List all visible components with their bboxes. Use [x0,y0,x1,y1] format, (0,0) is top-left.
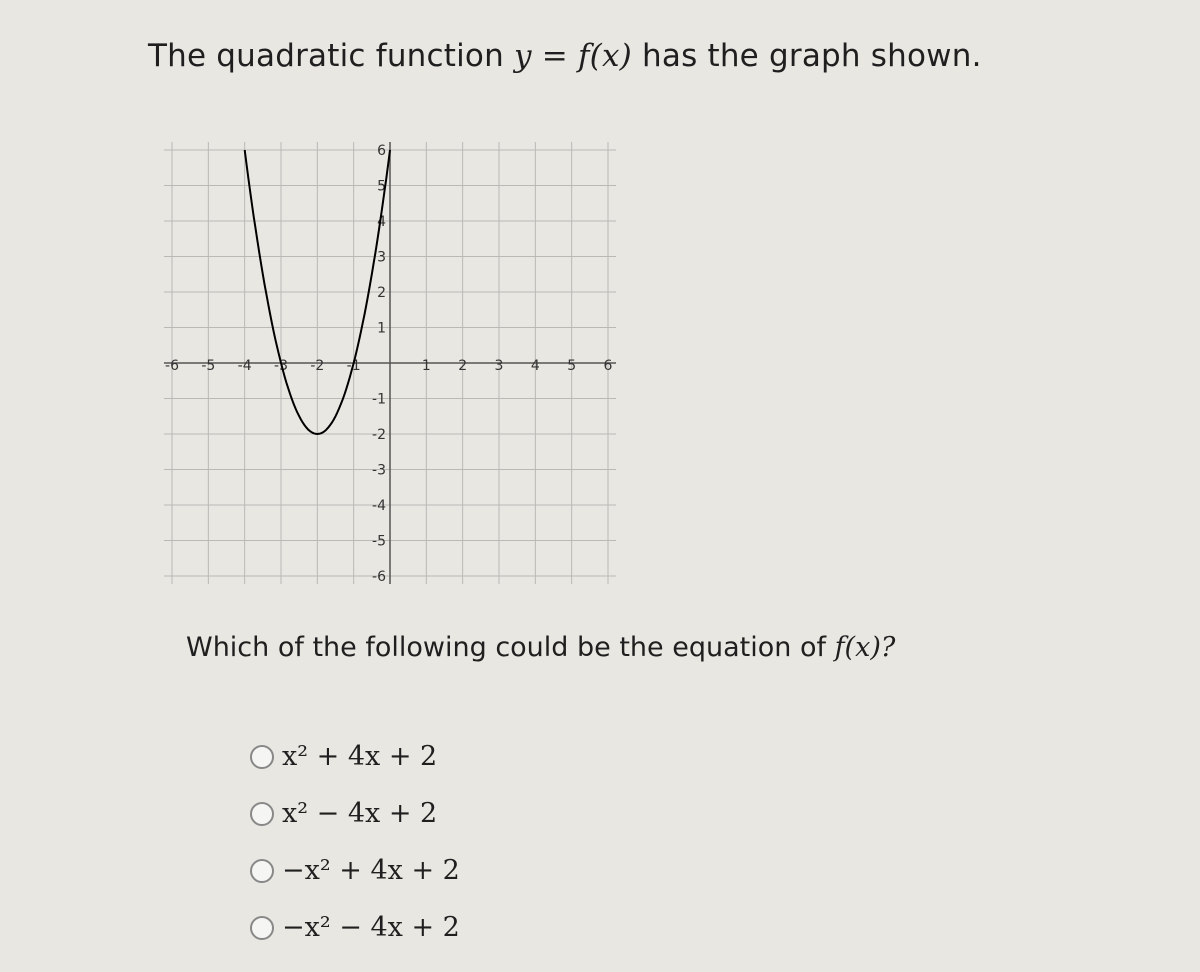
graph-axes [164,142,616,584]
x-tick-label: -2 [310,358,325,374]
y-tick-label: -3 [372,462,386,479]
parabola-graph [150,128,630,598]
y-tick-label: -1 [372,391,386,408]
choice-label: −x² − 4x + 2 [282,912,460,943]
x-tick-label: 5 [567,358,577,374]
choice-label: −x² + 4x + 2 [282,855,460,886]
radio-icon[interactable] [250,745,274,769]
question-title [148,38,982,74]
x-tick-label: 3 [494,358,504,374]
y-tick-label: 6 [377,143,386,159]
y-tick-label: 5 [377,178,386,195]
x-tick-label: -6 [165,358,179,374]
radio-icon[interactable] [250,802,274,826]
choice-2[interactable] [250,785,460,842]
y-tick-label: -4 [372,498,386,514]
question-suffix: has the graph shown. [631,38,982,74]
x-tick-label: -4 [237,358,252,374]
radio-icon[interactable] [250,916,274,940]
question-prompt [186,632,895,663]
choice-4[interactable] [250,899,460,956]
question-prefix: The quadratic function [148,38,515,74]
x-tick-label: 6 [603,358,613,374]
y-tick-label: -2 [372,427,386,443]
choice-1[interactable] [250,728,460,785]
prompt-prefix: Which of the following could be the equation of [186,632,835,663]
choice-label: x² + 4x + 2 [282,741,438,772]
x-tick-label: 2 [458,358,468,374]
radio-icon[interactable] [250,859,274,883]
x-tick-label: -5 [201,358,216,374]
y-tick-label: 1 [377,320,386,337]
y-tick-label: 2 [377,285,386,301]
x-tick-label: -3 [274,358,288,374]
y-tick-label: -5 [372,533,386,550]
x-tick-label: 1 [421,358,431,374]
question-math: y = f(x) [514,38,632,74]
prompt-math: f(x)? [834,632,896,663]
x-tick-label: 4 [530,358,540,374]
choice-label: x² − 4x + 2 [282,798,438,829]
x-tick-label: -1 [346,358,361,374]
y-tick-label: -6 [372,569,386,585]
graph-tick-labels [165,143,613,585]
answer-choices [250,728,460,956]
y-tick-label: 4 [377,214,386,230]
choice-3[interactable] [250,842,460,899]
y-tick-label: 3 [377,249,386,266]
